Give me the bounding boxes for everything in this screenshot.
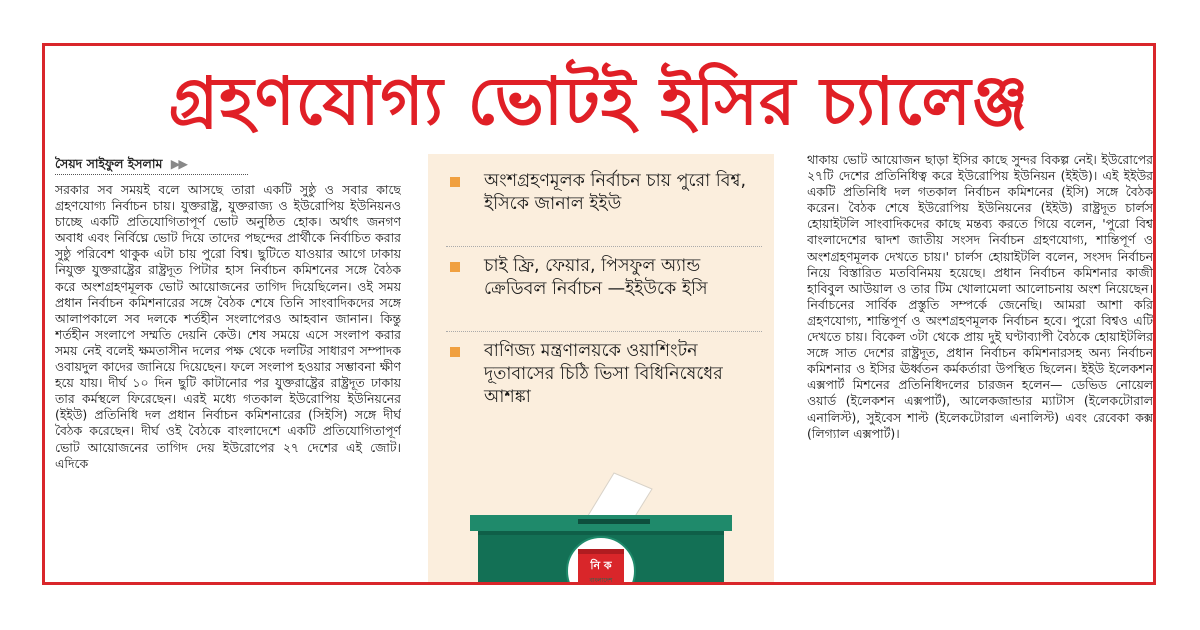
byline-arrow-icon: ▶▶ [170, 156, 187, 171]
highlight-divider [446, 246, 762, 247]
article-column-right [807, 152, 1153, 584]
article-text-right: থাকায় ভোট আয়োজন ছাড়া ইসির কাছে সুন্দর বিকল্প নেই। ইউরোপের ২৭টি দেশের প্রতিনিধিত্ব করে ইউরোপিয় ইউনিয়ন (ইইউ)। এই ইইউর একটি প্রতিনিধি দল গতকাল নির্বাচন কমিশনের (ইসি) সঙ্গে বৈঠক করেন। বৈঠক শেষে ইউরোপিয় ইউনিয়নের (ইইউ) রাষ্ট্রদূত চার্লস হোয়াইটলি সাংবাদিকদের কাছে মন্তব্য করতে গিয়ে বলেন, 'পুরো বিশ্ব বাংলাদেশের দ্বাদশ জাতীয় সংসদ নির্বাচন গ্রহণযোগ্য, শান্তিপূর্ণ ও অংশগ্রহণমূলক দেখতে চায়।' চার্লস হোয়াইটলি বলেন, সংসদ নির্বাচন নিয়ে বিস্তারিত মতবিনিময় হয়েছে। প্রধান নির্বাচন কমিশনার কাজী হাবিবুল আউয়াল ও তার টিম খোলামেলা আলোচনায় অংশ নিয়েছেন। নির্বাচনের সার্বিক প্রস্তুতি সম্পর্কে জেনেছি। আমরা আশা করি গ্রহণযোগ্য, শান্তিপূর্ণ ও অংশগ্রহণমূলক নির্বাচন হবে। পুরো বিশ্বও এটি দেখতে চায়। বিকেল ৩টা থেকে প্রায় দুই ঘণ্টাব্যাপী বৈঠকে হোয়াইটলির সঙ্গে সাত দেশের রাষ্ট্রদূত, প্রধান নির্বাচন কমিশনারসহ অন্য নির্বাচন কমিশনার ও ইসির ঊর্ধ্বতন কর্মকর্তারা উপস্থিত ছিলেন। ইইউ ইলেকশন এক্সপার্ট মিশনের প্রতিনিধিদলের চারজন হলেন— ডেভিড নোয়েল ওয়ার্ড (ইলেকশন এক্সপার্ট), আলেকজান্ডার ম্যাটাস (ইলেকটোরাল এনালিস্ট), সুইবেস শাল্ট (ইলেকটোরাল এনালিস্ট) এবং রেবেকা কক্স (লিগ্যাল এক্সপার্ট)। [807, 152, 1153, 441]
logo-label: বাংলাদেশ [589, 577, 613, 584]
bullet-square-icon [450, 177, 460, 187]
article-column-left [55, 182, 401, 582]
byline-divider [55, 174, 248, 175]
logo-text: নি ক [590, 559, 612, 572]
highlight-text: বাণিজ্য মন্ত্রণালয়কে ওয়াশিংটন দূতাবাসের চিঠি ভিসা বিধিনিষেধের আশঙ্কা [484, 341, 723, 407]
highlight-item [450, 255, 760, 301]
byline [55, 156, 186, 176]
highlight-divider [446, 331, 762, 332]
bullet-square-icon [450, 347, 460, 357]
highlights-panel [428, 154, 774, 585]
highlight-item [450, 340, 760, 409]
highlight-text: অংশগ্রহণমূলক নির্বাচন চায় পুরো বিশ্ব, ইসিকে জানাল ইইউ [484, 171, 747, 214]
highlight-text: চাই ফ্রি, ফেয়ার, পিসফুল অ্যান্ড ক্রেডিবল নির্বাচন —ইইউকে ইসি [484, 256, 708, 299]
ballot-box-illustration [428, 449, 774, 585]
author-name: সৈয়দ সাইফুল ইসলাম [55, 156, 163, 171]
headline: গ্রহণযোগ্য ভোটই ইসির চ্যালেঞ্জ [168, 63, 1030, 140]
highlight-item [450, 170, 760, 216]
article-frame [42, 43, 1156, 585]
bullet-square-icon [450, 262, 460, 272]
article-text-left: সরকার সব সময়ই বলে আসছে তারা একটি সুষ্ঠু ও সবার কাছে গ্রহণযোগ্য নির্বাচন চায়। যুক্তরাষ্ট্র, যুক্তরাজ্য ও ইউরোপিয় ইউনিয়নও চাচ্ছে একটি প্রতিযোগিতাপূর্ণ ভোট অনুষ্ঠিত হোক। অর্থাৎ জনগণ অবাধ এবং নির্বিঘ্নে ভোট দিয়ে তাদের পছন্দের প্রার্থীকে নির্বাচিত করার সুষ্ঠু পরিবেশ থাকুক এটা চায় পুরো বিশ্ব। ছুটিতে যাওয়ার আগে ঢাকায় নিযুক্ত যুক্তরাষ্ট্রের রাষ্ট্রদূত পিটার হাস নির্বাচন কমিশনের সঙ্গে বৈঠক করে অংশগ্রহণমূলক ভোট আয়োজনের তাগিদ দিয়েছিলেন। ওই সময় প্রধান নির্বাচন কমিশনারের সঙ্গে বৈঠক শেষে তিনি সাংবাদিকদের সঙ্গে আলাপকালে সব দলকে শর্তহীন সংলাপেরও আহবান জানান। কিন্তু শর্তহীন সংলাপে সম্মতি দেয়নি কেউ। শেষ সময়ে এসে সংলাপ করার সময় নেই বলেই ক্ষমতাসীন দলের পক্ষ থেকে দলটির সাধারণ সম্পাদক ওবায়দুল কাদের জানিয়ে দিয়েছেন। ফলে সংলাপ হওয়ার সম্ভাবনা ক্ষীণ হয়ে যায়। দীর্ঘ ১০ দিন ছুটি কাটানোর পর যুক্তরাষ্ট্রের রাষ্ট্রদূত ঢাকায় তার কর্মস্থলে ফিরেছেন। এরই মধ্যে গতকাল ইউরোপিয় ইউনিয়নের (ইইউ) প্রতিনিধি দল প্রধান নির্বাচন কমিশনারের (সিইসি) সঙ্গে দীর্ঘ বৈঠক করেছেন। দীর্ঘ ওই বৈঠকে বাংলাদেশে একটি প্রতিযোগিতাপূর্ণ ভোট আয়োজনের তাগিদ দেয় ইউরোপের ২৭ দেশের এই জোট। এদিকে [55, 182, 401, 471]
